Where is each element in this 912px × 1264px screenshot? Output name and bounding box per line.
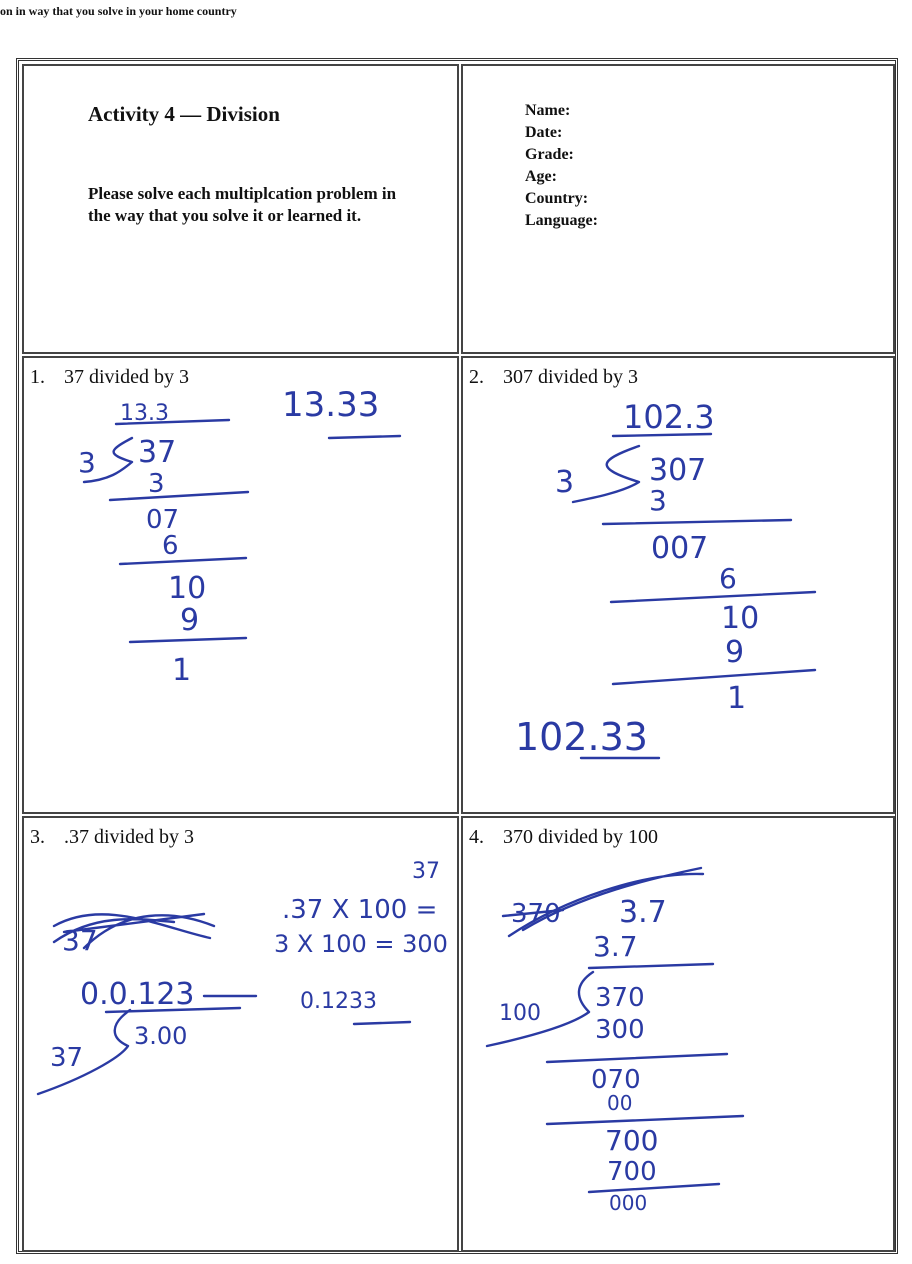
p3-dividend: 3.00 [134, 1022, 188, 1050]
language-label: Language: [525, 212, 598, 229]
p2-step-2: 007 [651, 531, 709, 566]
student-info-cell [461, 64, 895, 354]
problem-4-handwriting [463, 818, 897, 1254]
problem-1-prompt: 1. 37 divided by 3 [30, 366, 189, 388]
p4-step-6: 000 [609, 1191, 648, 1215]
p2-step-6: 1 [727, 681, 747, 716]
p2-rule-2 [611, 592, 815, 602]
p2-step-3: 6 [719, 562, 737, 595]
activity-title: Activity 4 — Division [88, 102, 280, 126]
country-label: Country: [525, 190, 589, 207]
student-info-fields [525, 100, 598, 232]
worksheet [16, 58, 898, 1254]
p4-rule-1 [547, 1054, 727, 1062]
p4-step-1: 300 [595, 1015, 645, 1045]
p1-rule-3 [130, 638, 246, 642]
name-label: Name: [525, 102, 571, 119]
p1-rule-1 [110, 492, 248, 500]
grade-label: Grade: [525, 146, 574, 163]
p1-step-3: 6 [162, 531, 179, 561]
p3-eq-2: 3 X 100 = 300 [274, 930, 448, 958]
problem-3-handwriting [24, 818, 461, 1254]
p4-answer: 3.7 [619, 895, 667, 930]
p4-step-4: 700 [605, 1124, 659, 1157]
p2-step-1: 3 [649, 484, 667, 517]
p3-quotient: 0.0.123 [80, 977, 195, 1012]
p3-divisor: 37 [50, 1043, 84, 1073]
date-label: Date: [525, 124, 563, 141]
p3-answer-underline [354, 1022, 410, 1024]
p4-dividend: 370 [595, 983, 645, 1013]
p4-step-3: 00 [607, 1091, 633, 1115]
p2-dividend: 307 [649, 453, 707, 488]
p4-step-2: 070 [591, 1065, 641, 1095]
title-cell [22, 64, 459, 354]
p3-answer: 0.1233 [300, 989, 377, 1014]
p3-note-37: 37 [412, 859, 440, 884]
p1-answer-underline [329, 436, 400, 438]
p1-rule-2 [120, 558, 246, 564]
p1-answer: 13.33 [282, 385, 380, 425]
problem-4-prompt: 4. 370 divided by 100 [469, 826, 658, 848]
p1-dividend: 37 [138, 435, 177, 470]
p1-step-5: 9 [180, 603, 200, 638]
age-label: Age: [525, 168, 557, 185]
p4-quotient: 3.7 [593, 930, 638, 963]
p2-step-4: 10 [721, 601, 760, 636]
p4-crossed: 370 [511, 899, 561, 929]
p4-step-5: 700 [607, 1157, 657, 1187]
p2-division-bracket [573, 446, 639, 502]
p3-eq-1: .37 X 100 = [282, 895, 438, 925]
problem-2-handwriting [463, 358, 897, 816]
p4-quotient-bar [589, 964, 713, 968]
problem-3-cell [22, 816, 459, 1252]
header-note: on in way that you solve in your home country [0, 4, 237, 18]
p1-step-4: 10 [168, 571, 207, 606]
p1-step-2: 07 [146, 505, 180, 535]
activity-instructions: Please solve each multiplcation problem in the way that you solve it or learned it. [88, 184, 397, 225]
p2-step-5: 9 [725, 635, 745, 670]
p1-quotient: 13.3 [120, 401, 169, 426]
problem-1-cell [22, 356, 459, 814]
p2-rule-1 [603, 520, 791, 524]
problem-4-cell [461, 816, 895, 1252]
problem-1-handwriting [24, 358, 461, 816]
problem-3-prompt: 3. .37 divided by 3 [30, 826, 194, 848]
p2-answer: 102.33 [515, 715, 648, 759]
p2-quotient: 102.3 [623, 398, 715, 436]
p4-rule-2 [547, 1116, 743, 1124]
p1-step-6: 1 [172, 653, 192, 688]
p2-rule-3 [613, 670, 815, 684]
p1-step-1: 3 [148, 469, 165, 499]
p4-divisor: 100 [499, 1001, 541, 1026]
problem-2-prompt: 2. 307 divided by 3 [469, 366, 638, 388]
p3-crossed: 37 [62, 924, 98, 957]
p2-divisor: 3 [555, 465, 575, 500]
p1-divisor: 3 [78, 446, 96, 479]
problem-2-cell [461, 356, 895, 814]
